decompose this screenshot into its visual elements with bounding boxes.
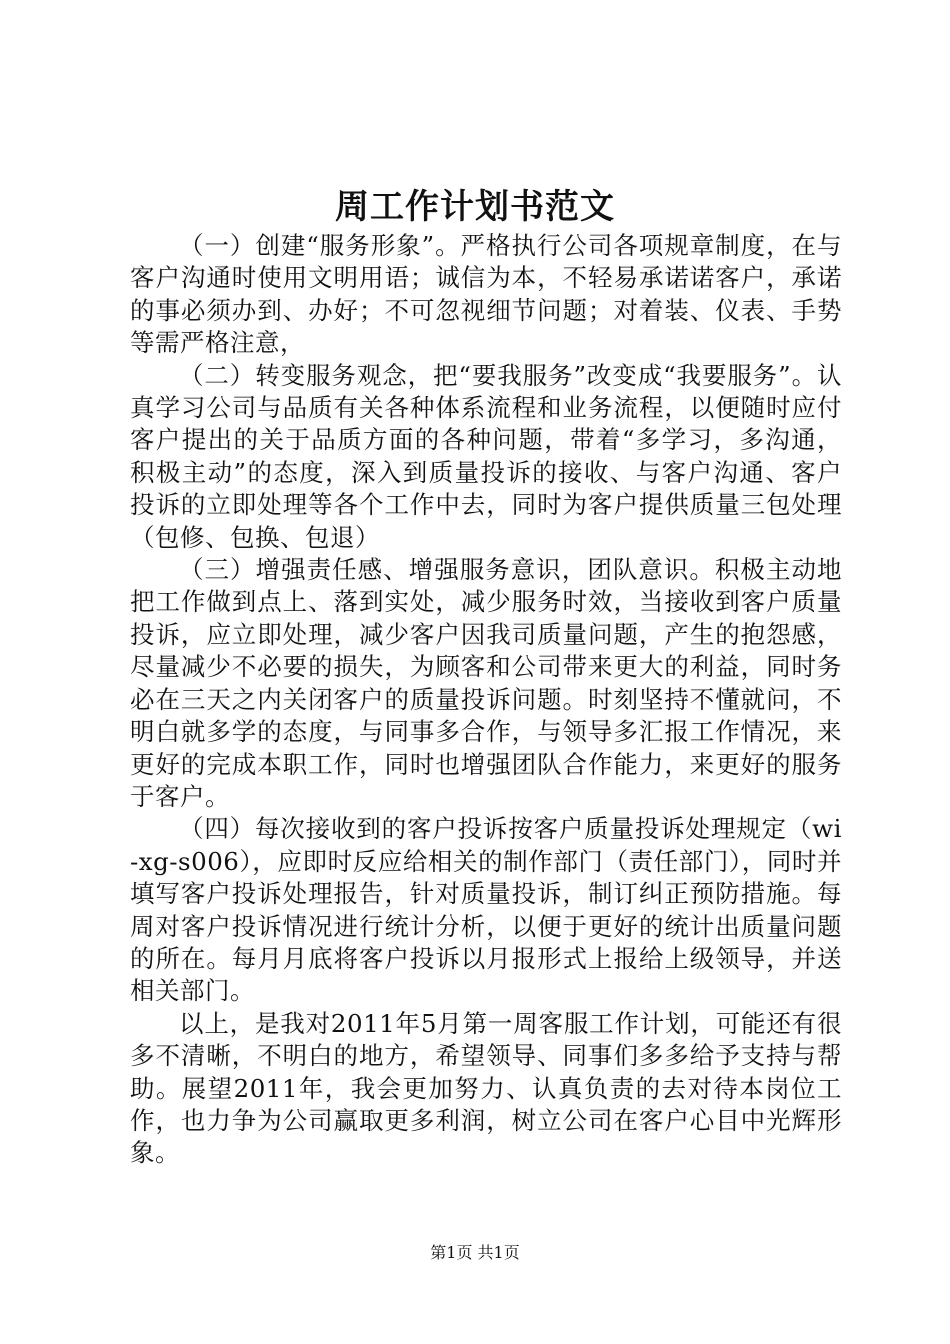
document-body: [130, 230, 842, 1170]
paragraph-2: （二）转变服务观念，把“要我服务”改变成“我要服务”。认真学习公司与品质有关各种体系流程和业务流程，以便随时应付客户提出的关于品质方面的各种问题，带着“多学习，多沟通，积极主动”的态度，深入到质量投诉的接收、与客户沟通、客户投诉的立即处理等各个工作中去，同时为客户提供质量三包处理（包修、包换、包退）: [130, 360, 842, 552]
paragraph-1: （一）创建“服务形象”。严格执行公司各项规章制度，在与客户沟通时使用文明用语；诚信为本，不轻易承诺诺客户，承诺的事必须办到、办好；不可忽视细节问题；对着装、仪表、手势等需严格注意，: [130, 231, 842, 358]
page-footer: 第1页 共1页: [430, 1243, 520, 1262]
paragraph-4: （四）每次接收到的客户投诉按客户质量投诉处理规定（wi-xg-s006），应即时反应给相关的制作部门（责任部门），同时并填写客户投诉处理报告，针对质量投诉，制订纠正预防措施。每周对客户投诉情况进行统计分析，以便于更好的统计出质量问题的所在。每月月底将客户投诉以月报形式上报给上级领导，并送相关部门。: [130, 814, 842, 1006]
paragraph-5: 以上，是我对2011年5月第一周客服工作计划，可能还有很多不清晰，不明白的地方，希望领导、同事们多多给予支持与帮助。展望2011年，我会更加努力、认真负责的去对待本岗位工作，也力争为公司赢取更多利润，树立公司在客户心目中光辉形象。: [130, 1008, 842, 1168]
document-title: 周工作计划书范文: [335, 187, 615, 227]
paragraph-3: （三）增强责任感、增强服务意识，团队意识。积极主动地把工作做到点上、落到实处，减少服务时效，当接收到客户质量投诉，应立即处理，减少客户因我司质量问题，产生的抱怨感，尽量减少不必要的损失，为顾客和公司带来更大的利益，同时务必在三天之内关闭客户的质量投诉问题。时刻坚持不懂就问，不明白就多学的态度，与同事多合作，与领导多汇报工作情况，来更好的完成本职工作，同时也增强团队合作能力，来更好的服务于客户。: [130, 555, 842, 811]
